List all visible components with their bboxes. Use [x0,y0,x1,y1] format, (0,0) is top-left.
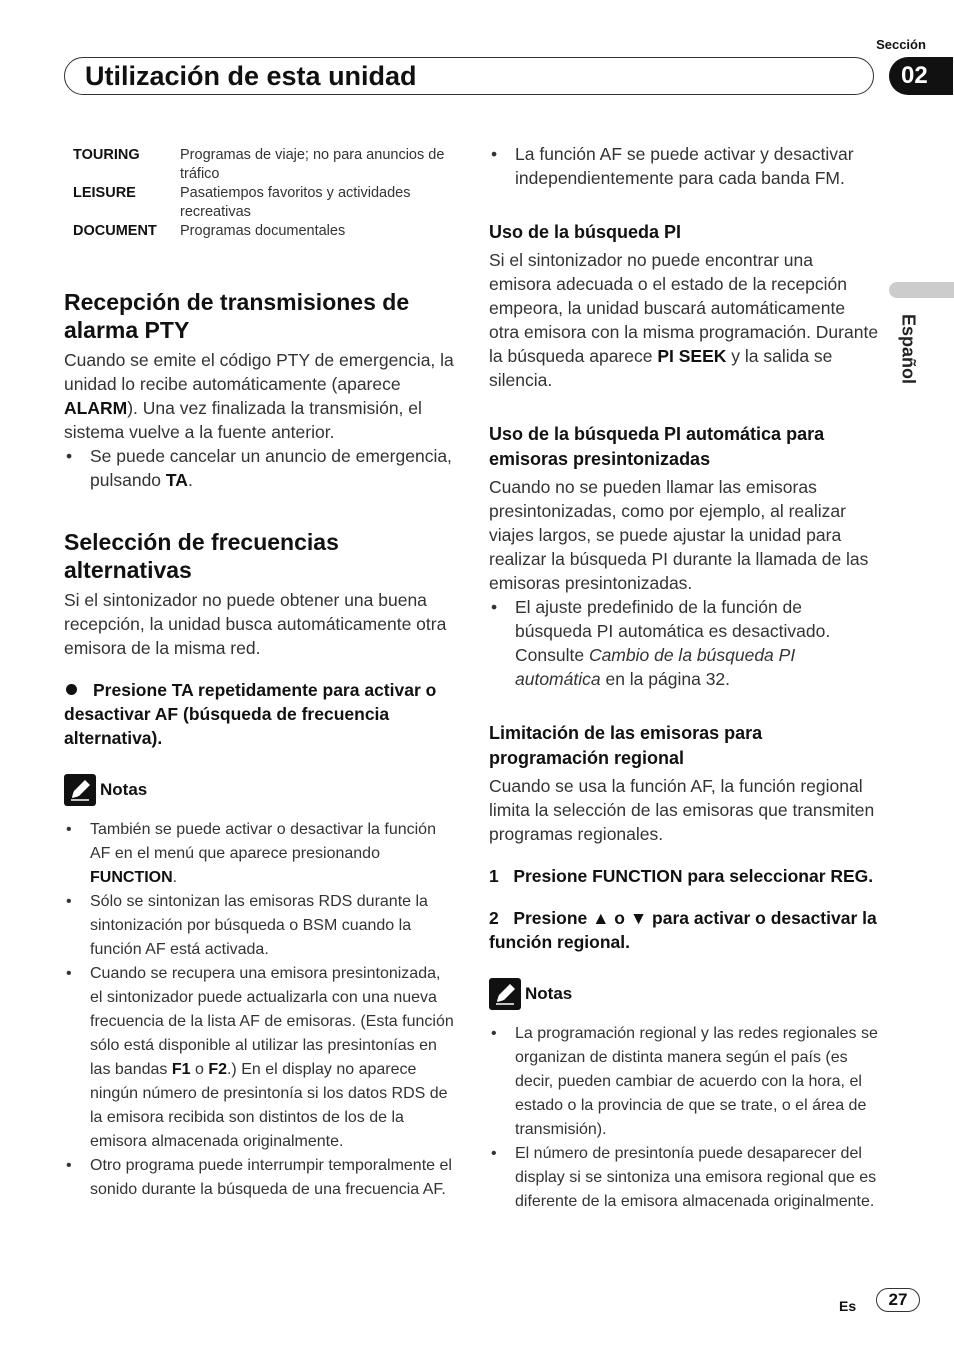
text: Se puede cancelar un anuncio de emergencia, pulsando [90,446,452,490]
regional-step-2: 2 Presione ▲ o ▼ para activar o desactivar la función regional. [489,908,882,952]
text: . [172,869,178,886]
text: El ajuste predefinido de la función de búsqueda PI automática es desactivado. Consulte [515,597,831,665]
page-title: Utilización de esta unidad [85,61,417,91]
pty-code: DOCUMENT [73,223,157,239]
pty-table-block [73,146,453,243]
table-row [73,184,453,222]
pencil-icon [489,978,521,1010]
page-number: 27 [876,1288,920,1312]
notes-header [489,978,879,1010]
list-item: • Otro programa puede interrumpir temporalmente el sonido durante la búsqueda de una frecuencia AF. [64,1154,454,1202]
regional-body: Cuando se usa la función AF, la función regional limita la selección de las emisoras que transmiten programas regionales. [489,776,875,844]
text: ). Una vez finalizada la transmisión, el sistema vuelve a la fuente anterior. [64,398,422,442]
pty-desc: Programas de viaje; no para anuncios de tráfico [180,147,445,182]
notes-label: Notas [525,984,573,1003]
af-bullet: • La función AF se puede activar y desactivar independientemente para cada banda FM. [489,142,879,190]
pty-code: TOURING [73,147,140,163]
list-item [64,818,454,890]
bold-text: TA [165,470,188,490]
pi-heading: Uso de la búsqueda PI [489,222,682,242]
notes-header [64,774,454,806]
pty-desc: Pasatiempos favoritos y actividades recreativas [180,185,411,220]
auto-pi-body: Cuando no se pueden llamar las emisoras presintonizadas, como por ejemplo, al realizar viajes largos, se puede ajustar la unidad para realizar la búsqueda PI durante la llamada de las emisoras presintonizadas. [489,477,869,593]
section-label: Sección [876,37,926,52]
text: Cuando se emite el código PTY de emergencia, la unidad lo recibe automáticamente (aparece [64,350,454,394]
auto-pi-bullet [489,595,879,691]
right-column [489,142,882,1214]
pty-table [73,146,453,243]
regional-step-1: 1 Presione FUNCTION para seleccionar REG. [489,866,874,886]
step-dot-icon [66,684,77,695]
pty-code: LEISURE [73,185,136,201]
af-step [64,678,454,750]
text: También se puede activar o desactivar la función AF en el menú que aparece presionando [90,821,436,862]
text: y la salida se silencia. [489,346,833,390]
step-text: Presione TA repetidamente para activar o desactivar AF (búsqueda de frecuencia alternativa). [64,680,437,748]
text: . [187,470,193,490]
bold-text: FUNCTION [90,869,173,886]
language-tab-bar [889,282,954,298]
left-column [64,288,454,1202]
bold-text: F2 [208,1061,227,1078]
language-label: Español [898,313,919,385]
regional-heading: Limitación de las emisoras para programación regional [489,723,763,768]
notes-list [489,1022,879,1214]
list-item [64,962,454,1154]
text: en la página 32. [600,669,731,689]
af-heading: Selección de frecuencias alternativas [64,529,339,583]
table-row [73,146,453,184]
alarm-body [64,348,454,444]
pencil-icon [64,774,96,806]
list-item: • La programación regional y las redes regionales se organizan de distinta manera según el país (es decir, pueden cambiar de acuerdo con la hora, el estado o la provincia de que se trate, o el área de transmisión). [489,1022,879,1142]
footer-language-code: Es [839,1298,857,1314]
text: .) En el display no aparece ningún número de presintonía si los datos RDS de la emisora recibida son distintos de los de la emisora almacenada originalmente. [90,1061,448,1150]
bold-text: PI SEEK [657,346,727,366]
italic-text: Cambio de la búsqueda PI automática [515,645,796,689]
section-number-badge: 02 [889,57,953,95]
notes-list [64,818,454,1202]
bold-text: ALARM [64,398,128,418]
alarm-heading: Recepción de transmisiones de alarma PTY [64,289,410,343]
list-item: • Sólo se sintonizan las emisoras RDS durante la sintonización por búsqueda o BSM cuando la función AF está activada. [64,890,454,962]
notes-label: Notas [100,780,148,799]
alarm-bullet [64,444,454,492]
language-tab [878,304,938,394]
bold-text: F1 [171,1061,191,1078]
pi-body [489,248,879,392]
text: Cuando se recupera una emisora presintonizada, el sintonizador puede actualizarla con una nueva frecuencia de la lista AF de emisoras. (Esta función sólo está disponible al utilizar las presintonías en las bandas [90,965,454,1078]
auto-pi-heading: Uso de la búsqueda PI automática para emisoras presintonizadas [489,424,825,469]
text: Si el sintonizador no puede encontrar una emisora adecuada o el estado de la recepción empeora, la unidad buscará automáticamente otra emisora con la misma programación. Durante la búsqueda aparece [489,250,879,366]
af-body: Si el sintonizador no puede obtener una buena recepción, la unidad busca automáticamente otra emisora de la misma red. [64,590,447,658]
pty-desc: Programas documentales [180,223,346,239]
text: o [190,1061,209,1078]
list-item: • El número de presintonía puede desaparecer del display si se sintoniza una emisora regional que es diferente de la emisora almacenada originalmente. [489,1142,879,1214]
table-row [73,222,453,243]
